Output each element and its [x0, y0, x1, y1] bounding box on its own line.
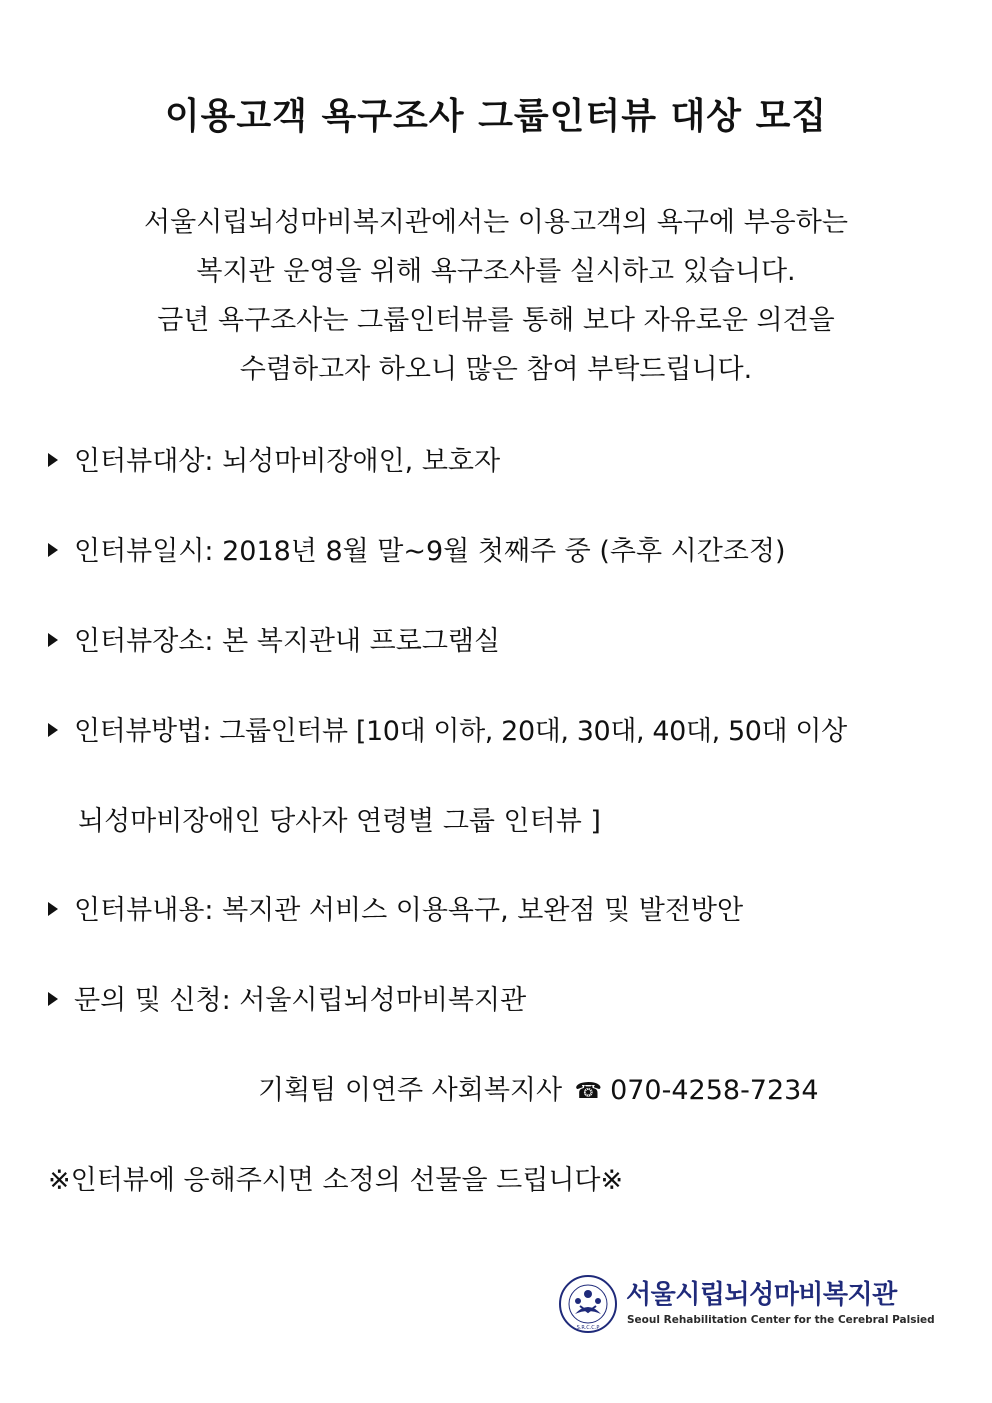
contact-line: [258, 1071, 819, 1112]
triangle-bullet-icon: [48, 992, 58, 1006]
contact-phone: 070-4258-7234: [610, 1075, 819, 1106]
item-location: [48, 622, 500, 662]
telephone-icon: ☎: [574, 1079, 603, 1104]
item-method: [48, 712, 847, 752]
intro-line: 서울시립뇌성마비복지관에서는 이용고객의 욕구에 부응하는: [144, 207, 848, 238]
logo-subtitle: Seoul Rehabilitation Center for the Cerebral Palsied: [627, 1314, 935, 1326]
triangle-bullet-icon: [48, 723, 58, 737]
triangle-bullet-icon: [48, 543, 58, 557]
triangle-bullet-icon: [48, 902, 58, 916]
gift-notice: ※인터뷰에 응해주시면 소정의 선물을 드립니다※: [48, 1165, 624, 1196]
item-target-text: 인터뷰대상: 뇌성마비장애인, 보호자: [74, 446, 501, 477]
center-seal-icon: [558, 1274, 618, 1334]
item-inquiry-text: 문의 및 신청: 서울시립뇌성마비복지관: [74, 985, 527, 1016]
intro-line: 수렴하고자 하오니 많은 참여 부탁드립니다.: [239, 354, 753, 385]
intro-paragraph: [0, 198, 992, 394]
intro-line: 복지관 운영을 위해 욕구조사를 실시하고 있습니다.: [196, 256, 796, 287]
item-target: [48, 442, 500, 482]
item-inquiry: [48, 981, 526, 1021]
item-content-text: 인터뷰내용: 복지관 서비스 이용욕구, 보완점 및 발전방안: [74, 895, 744, 926]
center-logo: [558, 1274, 938, 1336]
item-location-text: 인터뷰장소: 본 복지관내 프로그램실: [74, 626, 501, 657]
seal-text: S.R.C.C.P: [576, 1325, 600, 1331]
item-method-continued: 뇌성마비장애인 당사자 연령별 그룹 인터뷰 ]: [78, 806, 601, 837]
contact-person: 기획팀 이연주 사회복지사: [258, 1075, 563, 1106]
triangle-bullet-icon: [48, 633, 58, 647]
item-method-text: 인터뷰방법: 그룹인터뷰 [10대 이하, 20대, 30대, 40대, 50대 이상: [74, 716, 847, 747]
item-schedule-text: 인터뷰일시: 2018년 8월 말~9월 첫째주 중 (추후 시간조정): [74, 536, 786, 567]
page-title: 이용고객 욕구조사 그룹인터뷰 대상 모집: [164, 96, 828, 137]
intro-line: 금년 욕구조사는 그룹인터뷰를 통해 보다 자유로운 의견을: [157, 305, 835, 336]
item-schedule: [48, 532, 786, 572]
triangle-bullet-icon: [48, 453, 58, 467]
item-content: [48, 891, 743, 931]
logo-name: 서울시립뇌성마비복지관: [626, 1280, 897, 1310]
